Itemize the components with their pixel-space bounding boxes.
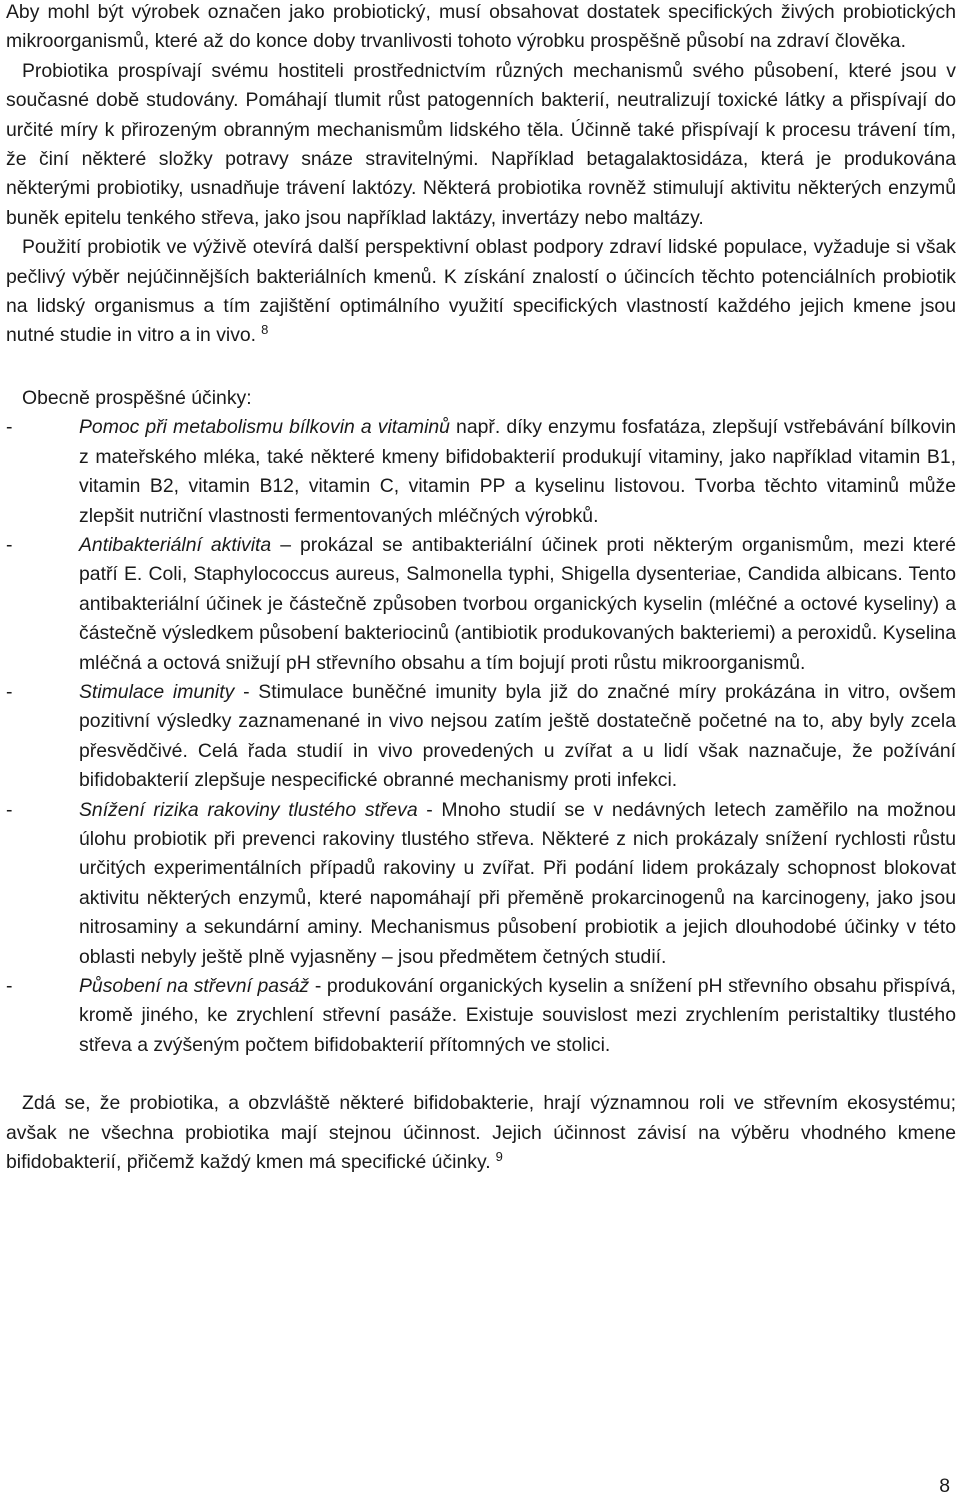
paragraph-text: Probiotika prospívají svému hostiteli prostřednictvím různých mechanismů svého působení, které jsou v současné době studovány. Pomáhají tlumit růst patogenních bakterií, neutralizují toxické látky a přispívají do určité míry k přirozeným obranným mechanismům lidského těla. Účinně také přispívají k procesu trávení tím, že činí některé složky potravy snáze stravitelnými. Například betagalaktosidáza, která je produkována některými probiotiky, usnadňuje trávení laktózy. Některá probiotika rovněž stimulují aktivitu některých enzymů buněk epitelu tenkého střeva, jako jsou například laktázy, invertázy nebo maltázy. xyxy=(6,59,956,229)
paragraph-text: Použití probiotik ve výživě otevírá další perspektivní oblast podpory zdraví lidské populace, vyžaduje si však pečlivý výběr nejúčinnějších bakteriálních kmenů. K získání znalostí o účincích těchto potenciálních probiotik na lidský organismus a tím zajištění optimálního využití specifických vlastností každého jejich kmene jsou nutné studie in vitro a in vivo. xyxy=(6,236,956,347)
list-dash: - xyxy=(6,680,13,703)
paragraph-probiotic-definition xyxy=(6,0,956,57)
list-item xyxy=(6,413,956,531)
document-page xyxy=(6,0,956,1177)
list-item-term: Snížení rizika rakoviny tlustého střeva xyxy=(79,798,418,821)
list-dash: - xyxy=(6,798,13,821)
list-item xyxy=(6,972,956,1060)
list-item-text: např. díky enzymu fosfatáza, zlepšují vstřebávání bílkovin z mateřského mléka, také některé kmeny bifidobakterií produkují vitaminy, jako například vitamin B1, vitamin B2, vitamin B12, vitamin C, vitamin PP a kyselinu listovou. Tvorba těchto vitaminů může zlepšit nutriční vlastnosti fermentovaných mléčných výrobků. xyxy=(79,416,956,527)
paragraph-text: Aby mohl být výrobek označen jako probiotický, musí obsahovat dostatek specifických živých probiotických mikroorganismů, které až do konce doby trvanlivosti tohoto výrobku prospěšně působí na zdraví člověka. xyxy=(6,1,956,53)
page-number: 8 xyxy=(939,1475,950,1497)
list-item-term: Stimulace imunity xyxy=(79,680,235,703)
list-item-text: - Stimulace buněčné imunity byla již do značné míry prokázána in vitro, ovšem pozitivní výsledky zaznamenané in vivo nejsou zatím ještě dostatečně početné na to, aby byly zcela přesvědčivé. Celá řada studií in vivo provedených u zvířat a u lidí však naznačuje, že požívání bifidobakterií zlepšuje nespecifické obranné mechanismy proti infekci. xyxy=(79,680,956,792)
effects-list xyxy=(6,413,956,1060)
footnote-reference: 9 xyxy=(495,1149,503,1165)
list-dash: - xyxy=(6,975,13,997)
list-item-term: Antibakteriální aktivita xyxy=(79,533,272,556)
paragraph-nutrition-use xyxy=(6,233,956,351)
paragraph-text: Zdá se, že probiotika, a obzvláště některé bifidobakterie, hrají významnou roli ve střevním ekosystému; avšak ne všechna probiotika mají stejnou účinnost. Jejich účinnost závisí na výběru vhodného kmene bifidobakterií, přičemž každý kmen má specifické účinky. xyxy=(6,1092,956,1174)
list-item-term: Působení na střevní pasáž xyxy=(79,975,310,997)
list-item xyxy=(6,678,956,796)
list-item-text: – prokázal se antibakteriální účinek proti některým organismům, mezi které patří E. Coli, Staphylococcus aureus, Salmonella typhi, Shigella dysenteriae, Candida albicans. Tento antibakteriální účinek je částečně způsoben tvorbou organických kyselin (mléčné a octové kyseliny) a částečně výsledkem působení bakteriocinů (antibiotik produkovaných bakteriemi) a peroxidů. Kyselina mléčná a octová snižují pH střevního obsahu a tím bojují proti růstu mikroorganismů. xyxy=(79,533,956,674)
list-item xyxy=(6,796,956,972)
list-dash: - xyxy=(6,533,13,556)
footnote-reference: 8 xyxy=(261,322,269,338)
list-dash: - xyxy=(6,416,13,439)
paragraph-conclusion xyxy=(6,1089,956,1177)
list-item-text: - produkování organických kyselin a snížení pH střevního obsahu přispívá, kromě jiného, ke zrychlení střevní pasáže. Existuje souvislost mezi zrychlením peristaltiky tlustého střeva a zvýšeným počtem bifidobakterií přítomných ve stolici. xyxy=(79,975,956,1056)
section-heading: Obecně prospěšné účinky: xyxy=(22,386,252,409)
paragraph-mechanisms xyxy=(6,57,956,233)
list-item-text: - Mnoho studií se v nedávných letech zaměřilo na možnou úlohu probiotik při prevenci rakoviny tlustého střeva. Některé z nich prokázaly snížení rychlosti růstu určitých experimentálních případů rakoviny u zvířat. Při podání lidem prokázaly schopnost blokovat aktivitu některých enzymů, které napomáhají při přeměně prokarcinogenů na karcinogeny, jako jsou nitrosaminy a sekundární aminy. Mechanismus působení probiotik a jejich dlouhodobé účinky v této oblasti nebyly ještě plně vyjasněny – jsou předmětem četných studií. xyxy=(79,798,956,968)
list-item xyxy=(6,531,956,678)
list-item-term: Pomoc při metabolismu bílkovin a vitaminů xyxy=(79,416,450,439)
